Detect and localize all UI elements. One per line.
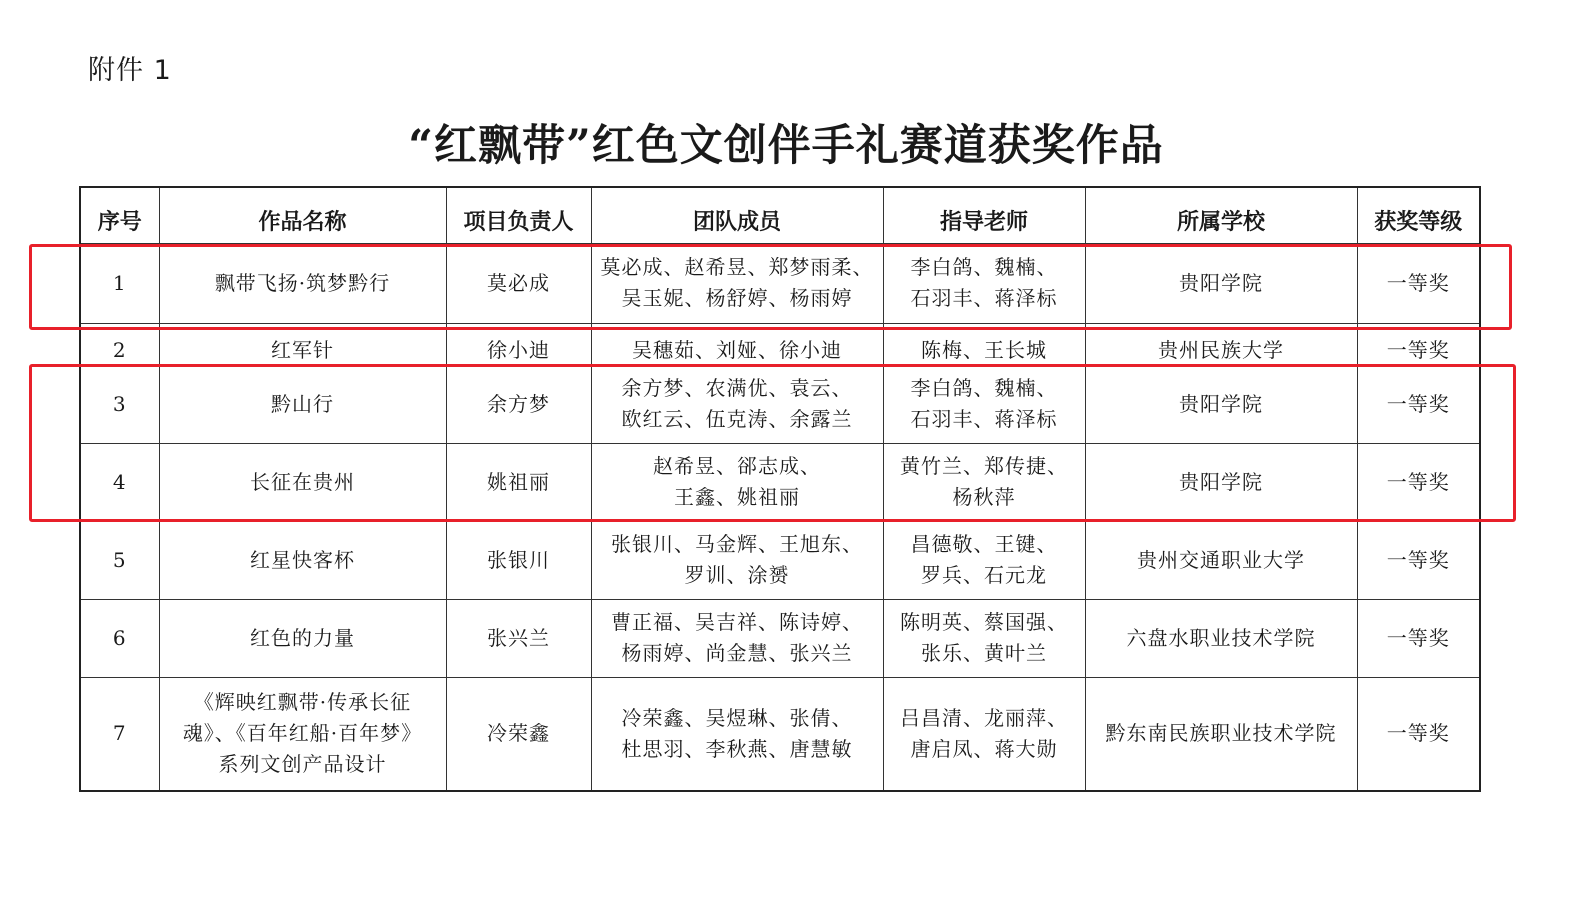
cell-school-line: 贵阳学院	[1179, 391, 1263, 416]
header-award-level: 获奖等级	[1357, 187, 1480, 243]
cell-work-title-line: 红军针	[271, 338, 334, 362]
cell-project-leader	[446, 443, 591, 521]
cell-award-level-line: 一等奖	[1386, 469, 1450, 494]
cell-advisors-line: 张乐、黄叶兰	[921, 641, 1047, 665]
cell-school-line: 黔东南民族职业技术学院	[1105, 721, 1337, 746]
table-row	[80, 243, 1480, 323]
cell-work-title-line: 红色的力量	[250, 625, 355, 650]
cell-project-leader	[446, 599, 591, 677]
cell-team-members-line: 张银川、马金辉、王旭东、	[611, 532, 863, 556]
cell-work-title	[159, 443, 446, 521]
cell-advisors	[883, 599, 1085, 677]
cell-award-level	[1357, 599, 1480, 677]
table-row	[80, 323, 1480, 365]
cell-project-leader	[446, 243, 591, 323]
cell-seq-line: 6	[112, 625, 127, 650]
cell-school	[1085, 365, 1357, 443]
cell-seq-line: 3	[112, 391, 127, 416]
cell-team-members-line: 余方梦、农满优、袁云、	[621, 376, 853, 400]
cell-project-leader-line: 徐小迪	[487, 338, 550, 362]
cell-award-level	[1357, 243, 1480, 323]
table-row	[80, 521, 1480, 599]
cell-work-title	[159, 599, 446, 677]
cell-seq-line: 5	[112, 547, 127, 572]
table-row	[80, 443, 1480, 521]
cell-team-members	[591, 677, 883, 791]
cell-project-leader-line: 张银川	[487, 547, 550, 572]
cell-team-members-line: 莫必成、赵希昱、郑梦雨柔、	[600, 255, 874, 279]
cell-school-line: 贵州交通职业大学	[1137, 547, 1305, 572]
cell-school	[1085, 677, 1357, 791]
cell-award-level-line: 一等奖	[1386, 391, 1450, 416]
cell-advisors-line: 罗兵、石元龙	[921, 563, 1047, 587]
cell-work-title	[159, 323, 446, 365]
cell-advisors	[883, 365, 1085, 443]
cell-work-title-line: 黔山行	[271, 391, 334, 416]
cell-advisors-line: 吕昌清、龙丽萍、	[900, 705, 1068, 730]
cell-advisors	[883, 677, 1085, 791]
cell-project-leader	[446, 365, 591, 443]
cell-advisors	[883, 243, 1085, 323]
cell-school	[1085, 599, 1357, 677]
cell-project-leader	[446, 521, 591, 599]
cell-team-members-line: 杨雨婷、尚金慧、张兴兰	[621, 641, 853, 665]
cell-school	[1085, 243, 1357, 323]
cell-team-members	[591, 323, 883, 365]
cell-project-leader-line: 姚祖丽	[487, 469, 550, 494]
cell-work-title-line: 飘带飞扬·筑梦黔行	[214, 270, 391, 295]
cell-team-members-line: 冷荣鑫、吴煜琳、张倩、	[621, 705, 853, 730]
cell-project-leader-line: 莫必成	[487, 270, 550, 295]
cell-team-members	[591, 521, 883, 599]
cell-team-members-line: 吴玉妮、杨舒婷、杨雨婷	[621, 286, 853, 310]
cell-work-title-line: 系列文创产品设计	[218, 752, 387, 777]
cell-work-title	[159, 521, 446, 599]
header-school: 所属学校	[1085, 187, 1357, 243]
header-team-members: 团队成员	[591, 187, 883, 243]
table-row	[80, 599, 1480, 677]
cell-award-level-line: 一等奖	[1386, 270, 1450, 295]
cell-award-level-line: 一等奖	[1386, 547, 1450, 572]
cell-advisors-line: 陈明英、蔡国强、	[900, 610, 1068, 634]
cell-seq	[80, 323, 159, 365]
table-row	[80, 677, 1480, 791]
cell-team-members-line: 杜思羽、李秋燕、唐慧敏	[621, 736, 853, 761]
cell-seq-line: 2	[112, 338, 127, 362]
cell-work-title-line: 长征在贵州	[250, 469, 355, 494]
cell-work-title-line: 《辉映红飘带·传承长征	[193, 690, 412, 715]
cell-school-line: 贵阳学院	[1179, 270, 1263, 295]
cell-project-leader	[446, 323, 591, 365]
cell-team-members-line: 曹正福、吴吉祥、陈诗婷、	[611, 610, 863, 634]
cell-team-members-line: 欧红云、伍克涛、余露兰	[621, 407, 853, 431]
cell-team-members-line: 赵希昱、郤志成、	[653, 454, 821, 478]
cell-award-level-line: 一等奖	[1386, 625, 1450, 650]
cell-seq	[80, 521, 159, 599]
cell-work-title-line: 魂》、《百年红船·百年梦》	[182, 721, 423, 746]
cell-award-level-line: 一等奖	[1386, 721, 1450, 746]
cell-advisors	[883, 443, 1085, 521]
cell-team-members	[591, 365, 883, 443]
cell-team-members-line: 吴穗茹、刘娅、徐小迪	[632, 338, 842, 362]
table-row	[80, 365, 1480, 443]
cell-school-line: 贵州民族大学	[1158, 338, 1284, 362]
cell-work-title	[159, 677, 446, 791]
cell-seq	[80, 599, 159, 677]
cell-work-title	[159, 243, 446, 323]
cell-team-members	[591, 243, 883, 323]
cell-advisors-line: 杨秋萍	[952, 485, 1016, 509]
cell-award-level	[1357, 521, 1480, 599]
cell-award-level	[1357, 323, 1480, 365]
cell-advisors-line: 昌德敬、王键、	[910, 532, 1058, 556]
cell-award-level	[1357, 365, 1480, 443]
cell-advisors-line: 唐启凤、蒋大勋	[910, 736, 1058, 761]
cell-advisors-line: 李白鸽、魏楠、	[910, 376, 1058, 400]
cell-award-level	[1357, 443, 1480, 521]
cell-work-title	[159, 365, 446, 443]
cell-school-line: 六盘水职业技术学院	[1126, 625, 1316, 650]
cell-advisors	[883, 323, 1085, 365]
cell-seq-line: 4	[112, 469, 127, 494]
attachment-label: 附件 1	[88, 55, 172, 86]
cell-seq	[80, 677, 159, 791]
cell-team-members	[591, 599, 883, 677]
cell-work-title-line: 红星快客杯	[250, 547, 355, 572]
cell-project-leader	[446, 677, 591, 791]
cell-advisors-line: 石羽丰、蒋泽标	[910, 407, 1058, 431]
cell-school	[1085, 323, 1357, 365]
table-header-row	[80, 187, 1480, 243]
cell-seq	[80, 443, 159, 521]
cell-school	[1085, 443, 1357, 521]
cell-project-leader-line: 余方梦	[487, 391, 550, 416]
cell-seq-line: 1	[112, 270, 127, 295]
cell-team-members-line: 王鑫、姚祖丽	[674, 485, 800, 509]
cell-team-members-line: 罗训、涂赟	[684, 563, 790, 587]
page-title: “红飘带”红色文创伴手礼赛道获奖作品	[408, 121, 1164, 171]
cell-advisors-line: 黄竹兰、郑传捷、	[900, 454, 1068, 478]
header-project-leader: 项目负责人	[446, 187, 591, 243]
cell-project-leader-line: 张兴兰	[487, 625, 550, 650]
cell-school	[1085, 521, 1357, 599]
cell-seq-line: 7	[112, 721, 127, 746]
cell-team-members	[591, 443, 883, 521]
cell-award-level-line: 一等奖	[1386, 338, 1450, 362]
cell-advisors-line: 石羽丰、蒋泽标	[910, 286, 1058, 310]
cell-advisors-line: 陈梅、王长城	[921, 338, 1047, 362]
cell-project-leader-line: 冷荣鑫	[487, 721, 550, 746]
header-advisors: 指导老师	[883, 187, 1085, 243]
header-work-title: 作品名称	[159, 187, 446, 243]
awards-table	[79, 186, 1481, 792]
cell-seq	[80, 243, 159, 323]
cell-advisors	[883, 521, 1085, 599]
cell-seq	[80, 365, 159, 443]
cell-school-line: 贵阳学院	[1179, 469, 1263, 494]
header-seq: 序号	[80, 187, 159, 243]
cell-award-level	[1357, 677, 1480, 791]
cell-advisors-line: 李白鸽、魏楠、	[910, 255, 1058, 279]
